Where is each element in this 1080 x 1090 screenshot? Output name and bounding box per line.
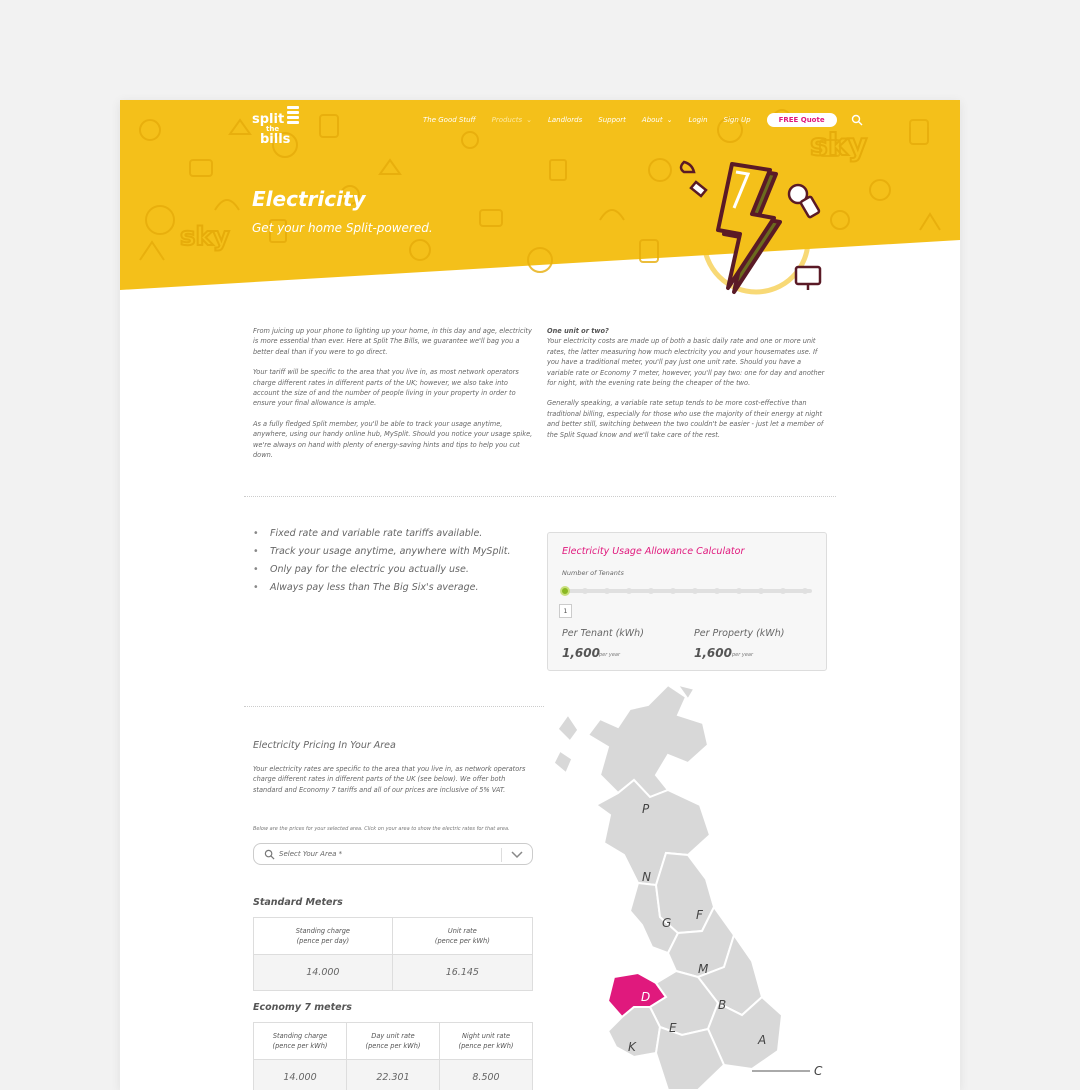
feature-item: • Track your usage anytime, anywhere with MySplit. <box>253 546 511 557</box>
intro-paragraph: From juicing up your phone to lighting up your home, in this day and age, electricity is more essential than ever. Here at Split The Bills, we guarantee we'll bag you a better deal than if you were to go direct. <box>253 326 533 357</box>
intro-paragraph: Your tariff will be specific to the area that you live in, as most network operators charge different rates in different parts of the UK; however, we also take into account the size of and the number of people living in your property in order to ensure your final allowance is ample. <box>253 367 533 409</box>
map-label: M <box>698 962 709 976</box>
tenants-value: 1 <box>559 604 572 618</box>
intro-right-heading: One unit or two? <box>547 326 829 336</box>
header-line: Standing charge <box>273 1032 327 1040</box>
main-nav <box>423 113 863 127</box>
intro-paragraph: As a fully fledged Split member, you'll be able to track your usage anytime, anywhere, using our handy online hub, MySplit. Should you notice your usage spike, we're always on hand with plenty of energy-saving hints and tips to help you cut down. <box>253 419 533 461</box>
intro-paragraph: Generally speaking, a variable rate setup tends to be more cost-effective than traditional billing, especially for those who use the majority of their energy at night and better still, switching between the two couldn't be easier - just let a member of the Split Squad know and we'll take care of the rest. <box>547 398 829 440</box>
feature-item: • Only pay for the electric you actually use. <box>253 564 511 575</box>
intro-right-column <box>547 326 829 450</box>
per-tenant-unit: per year <box>599 652 620 658</box>
tenants-slider[interactable] <box>562 589 812 593</box>
header-line: (pence per kWh) <box>435 937 490 945</box>
chevron-down-icon <box>511 851 523 859</box>
nav-support[interactable]: Support <box>598 116 626 124</box>
table-cell: 16.145 <box>392 955 532 991</box>
map-label: E <box>669 1021 677 1035</box>
table-cell: 22.301 <box>347 1060 440 1090</box>
table-cell: 8.500 <box>440 1060 533 1090</box>
header-line: Night unit rate <box>462 1032 510 1040</box>
map-label: A <box>757 1033 766 1047</box>
header-line: Standing charge <box>296 927 350 935</box>
map-label: K <box>628 1040 637 1054</box>
chevron-down-icon: ⌄ <box>526 116 532 124</box>
table-cell: 14.000 <box>254 955 393 991</box>
section-divider <box>244 496 836 497</box>
area-pricing-note: Below are the prices for your selected area. Click on your area to show the electric rates for that area. <box>253 826 510 832</box>
nav-about[interactable] <box>642 116 673 124</box>
tenants-label: Number of Tenants <box>562 569 624 577</box>
header-line: (pence per kWh) <box>459 1042 514 1050</box>
hero-banner <box>120 100 960 300</box>
standard-meters-heading: Standard Meters <box>253 897 343 908</box>
area-pricing-title: Electricity Pricing In Your Area <box>253 740 396 751</box>
per-property-unit: per year <box>732 652 753 658</box>
per-property-label: Per Property (kWh) <box>694 628 784 639</box>
map-label: P <box>642 802 650 816</box>
table-header <box>347 1023 440 1060</box>
logo[interactable] <box>252 113 290 146</box>
per-tenant-label: Per Tenant (kWh) <box>562 628 644 639</box>
per-property-value: 1,600 <box>694 646 732 660</box>
usage-calculator <box>547 532 827 671</box>
intro-left-column <box>253 326 533 470</box>
area-select-placeholder: Select Your Area * <box>279 850 342 858</box>
table-header <box>440 1023 533 1060</box>
page <box>120 100 960 1090</box>
free-quote-button[interactable]: FREE Quote <box>767 113 837 127</box>
search-icon <box>264 849 275 860</box>
search-icon[interactable] <box>851 114 863 126</box>
uk-region-map[interactable] <box>538 685 838 1090</box>
map-label: N <box>642 870 651 884</box>
nav-about-label: About <box>642 116 663 124</box>
map-label: F <box>696 908 704 922</box>
area-pricing-text: Your electricity rates are specific to the area that you live in, as network operators charge different rates in different parts of the UK (see below). We offer both standard and Economy 7 tariffs and all of our prices are inclusive of 5% VAT. <box>253 764 536 795</box>
chevron-down-icon: ⌄ <box>667 116 673 124</box>
logo-stack-icon <box>287 106 299 126</box>
header-line: (pence per day) <box>297 937 350 945</box>
intro-paragraph: Your electricity costs are made up of both a basic daily rate and one or more unit rates, the latter measuring how much electricity you and your housemates use. If you have a traditional meter, you'll pay just one unit rate. Should you have a variable rate or Economy 7 meter, however, you'll pay two: one for day and another for night, with the evening rate being the cheaper of the two. <box>547 336 829 388</box>
svg-text:sky: sky <box>180 222 230 252</box>
nav-sign-up[interactable]: Sign Up <box>724 116 751 124</box>
svg-text:sky: sky <box>810 128 868 163</box>
per-tenant-value: 1,600 <box>562 646 600 660</box>
header-line: (pence per kWh) <box>273 1042 328 1050</box>
header-line: Unit rate <box>448 927 477 935</box>
table-cell: 14.000 <box>254 1060 347 1090</box>
lightning-bolt-icon <box>676 160 836 300</box>
map-label: C <box>814 1064 823 1078</box>
features-list <box>253 528 511 600</box>
page-title: Electricity <box>252 187 366 211</box>
page-subtitle: Get your home Split-powered. <box>252 221 433 235</box>
table-header <box>254 918 393 955</box>
map-label: D <box>641 990 650 1004</box>
map-region-p[interactable] <box>588 685 708 797</box>
logo-line-1: split <box>252 113 290 126</box>
header-line: (pence per kWh) <box>366 1042 421 1050</box>
calculator-title: Electricity Usage Allowance Calculator <box>562 546 744 557</box>
logo-line-3: bills <box>260 133 290 146</box>
nav-login[interactable]: Login <box>689 116 708 124</box>
table-header <box>254 1023 347 1060</box>
economy-meters-heading: Economy 7 meters <box>253 1002 352 1013</box>
standard-rates-table <box>253 917 533 991</box>
map-label: B <box>718 998 726 1012</box>
area-select[interactable] <box>253 843 533 865</box>
nav-landlords[interactable]: Landlords <box>548 116 582 124</box>
section-divider <box>244 706 544 707</box>
feature-item: • Always pay less than The Big Six's average. <box>253 582 511 593</box>
table-header <box>392 918 532 955</box>
map-label: G <box>662 916 671 930</box>
header-line: Day unit rate <box>371 1032 414 1040</box>
feature-item: • Fixed rate and variable rate tariffs available. <box>253 528 511 539</box>
nav-products[interactable] <box>492 116 532 124</box>
nav-products-label: Products <box>492 116 523 124</box>
logo-line-2: the <box>266 126 290 133</box>
nav-the-good-stuff[interactable]: The Good Stuff <box>423 116 476 124</box>
slider-handle[interactable] <box>560 586 570 596</box>
